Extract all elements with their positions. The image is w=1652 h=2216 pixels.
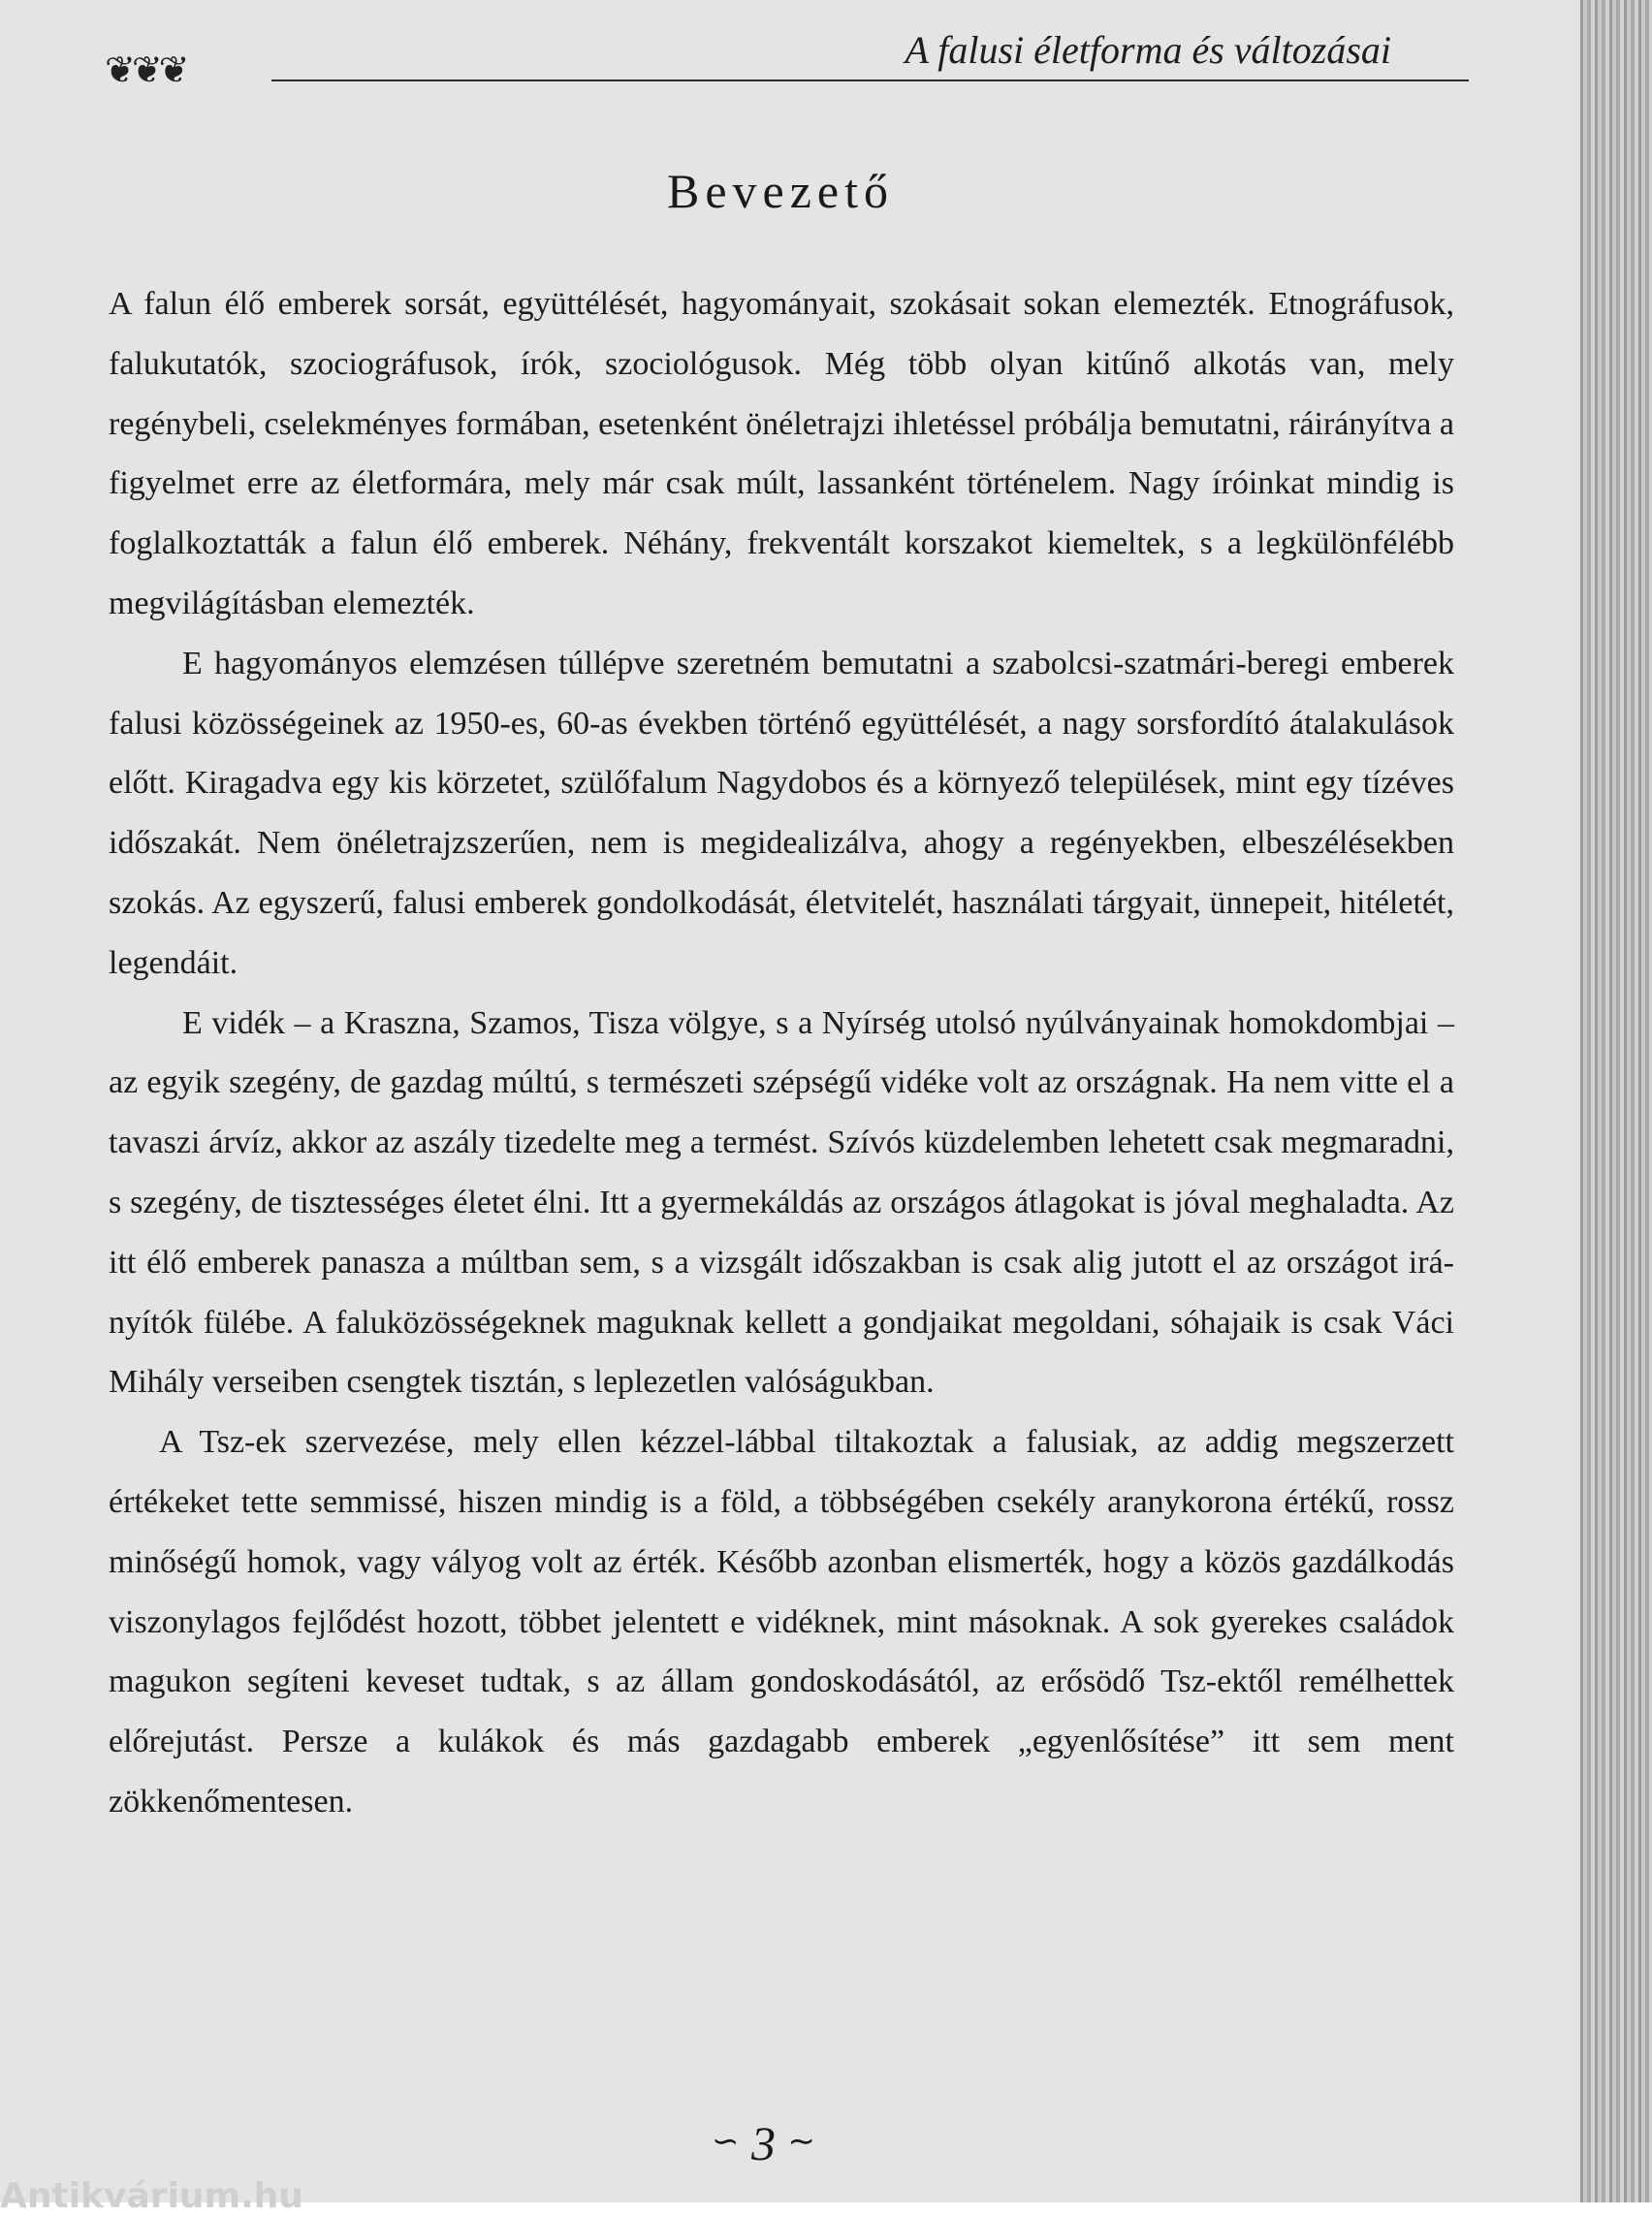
header-ornament-icon: ❦❦❦ [105,48,186,91]
body-text [109,274,1454,1832]
paragraph-4: A Tsz-ek szervezése, mely ellen kézzel-lábbal tiltakoztak a falusiak, az addig megszerzett értékeket tette semmissé, hiszen mindig is a föld, a többségében csekély aranykorona értékű, rossz minőségű homok, vagy vályog volt az érték. Később azonban elismerték, hogy a közös gazdálkodás viszonylagos fejlődést hozott, többet jelentett e vidéknek, mint másoknak. A sok gyerekes családok magukon segíteni keveset tudtak, s az állam gondoskodásától, az erősödő Tsz-ektől remélhettek előrejutást. Persze a kulákok és más gazdagabb emberek „egyenlősítése” itt sem ment zökkenőmentesen. [109,1424,1454,1820]
page-edge-stack [1580,0,1652,2202]
header-rule [271,79,1469,81]
footer-ornament-left-icon: ∽ [712,2124,740,2160]
page-number: 3 [751,2116,776,2170]
page-number-footer [0,2115,1527,2171]
paragraph-1: A falun élő emberek sorsát, együttélését, hagyományait, szokásait sokan elemezték. Etnográfusok, falukutatók, szociográfusok, írók, szociológusok. Még több olyan kitűnő alkotás van, mely regénybeli, cselekményes formában, esetenként önéletrajzi ihletéssel próbálja bemutatni, ráirányítva a figyelmet erre az életformára, mely már csak múlt, lassanként történelem. Nagy íróinkat mindig is foglalkoztatták a falun élő emberek. Néhány, frekventált korszakot kiemeltek, s a legkülönfélébb megvilágításban elemezték. [109,286,1454,621]
watermark: Antikvárium.hu [0,2176,303,2216]
paragraph-2: E hagyományos elemzésen túllépve szeretném bemutatni a szabolcsi-szatmári-beregi emberek falusi közösségeinek az 1950-es, 60-as években történő együttélését, a nagy sorsfordító átalakulások előtt. Kiragadva egy kis körzetet, szülőfalum Nagydobos és a környező települések, mint egy tízéves időszakát. Nem önéletrajzszerűen, nem is megidealizálva, ahogy a regényekben, elbeszélésekben szokás. Az egyszerű, falusi emberek gondolkodását, életvitelét, használati tárgyait, ünnepeit, hitéletét, legendáit. [109,645,1454,981]
chapter-title: Bevezető [666,164,894,218]
footer-ornament-right-icon: ∼ [787,2124,815,2160]
running-title: A falusi életforma és változásai [905,28,1391,72]
paragraph-3: E vidék – a Kraszna, Szamos, Tisza völgye, s a Nyírség utolsó nyúlványainak homokdombjai – az egyik szegény, de gazdag múltú, s természeti szépségű vidéke volt az országnak. Ha nem vitte el a tavaszi árvíz, akkor az aszály tizedelte meg a termést. Szívós küzdelemben lehetett csak megmaradni, s szegény, de tisztességes életet élni. Itt a gyermekáldás az országos átlagokat is jóval meghaladta. Az itt élő emberek panasza a múltban sem, s a vizsgált időszakban is csak alig jutott el az országot irányítók fülébe. A faluközösségeknek maguknak kellett a gondjaikat megoldani, sóhajaik is csak Váci Mihály verseiben csengtek tisztán, s leplezetlen valóságukban. [109,1004,1454,1401]
